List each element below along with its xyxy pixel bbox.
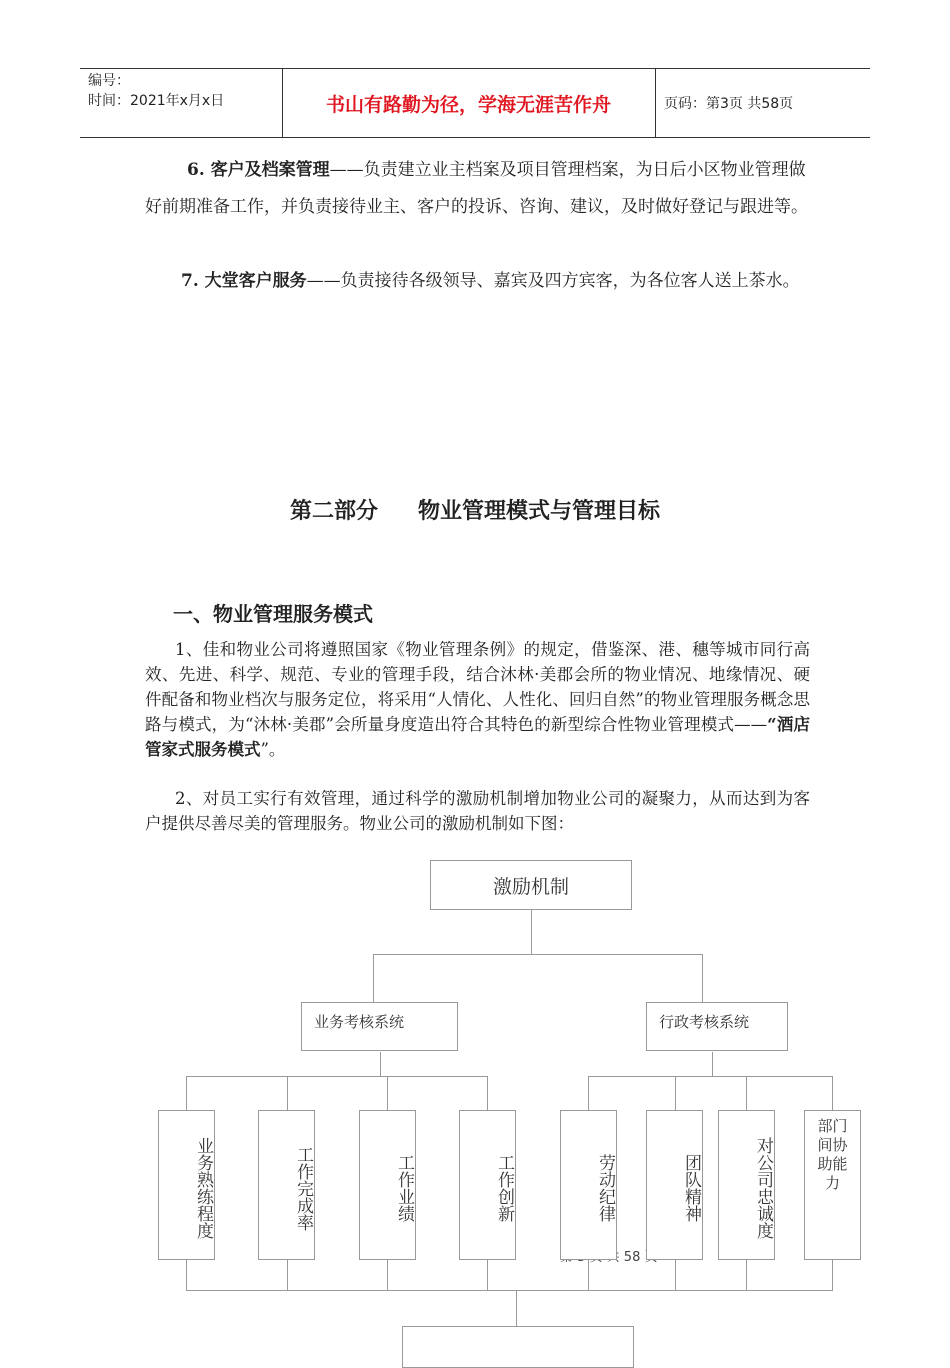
leaf-node: 部门间协助能力 — [804, 1110, 861, 1260]
time-label: 时间：2021年x月x日 — [88, 93, 225, 109]
item-7-text: ——负责接待各级领导、嘉宾及四方宾客，为各位客人送上茶水。 — [306, 271, 800, 291]
branch-admin: 行政考核系统 — [646, 1002, 788, 1051]
leaf-node: 工作业绩 — [359, 1110, 416, 1260]
branch-business: 业务考核系统 — [301, 1002, 458, 1051]
root-node: 激励机制 — [430, 860, 632, 910]
leaf-node: 团队精神 — [646, 1110, 703, 1260]
number-label: 编号： — [88, 73, 130, 89]
leaf-node: 工作完成率 — [258, 1110, 315, 1260]
paragraph-2: 2、对员工实行有效管理，通过科学的激励机制增加物业公司的凝聚力，从而达到为客户提供尽善尽美的管理服务。物业公司的激励机制如下图： — [145, 789, 810, 833]
paragraph-1-text: 1、佳和物业公司将遵照国家《物业管理条例》的规定，借鉴深、港、穗等城市同行高效、先进、科学、规范、专业的管理手段，结合沐林·美郡会所的物业情况、地缘情况、硬件配备和物业档次与服务定位，将采用“人情化、人性化、回归自然”的物业管理服务概念思路与模式，为“沐林·美郡”会所量身度造出符合其特色的新型综合性物业管理模式—— — [145, 640, 810, 734]
leaf-node: 劳动纪律 — [560, 1110, 617, 1260]
item-7-title: 7. 大堂客户服务 — [181, 271, 307, 291]
section-title-part: 第二部分 — [289, 499, 378, 524]
bottom-node — [402, 1326, 634, 1368]
item-6-title: 6. 客户及档案管理 — [187, 160, 330, 180]
leaf-node: 工作创新 — [459, 1110, 516, 1260]
header-motto: 书山有路勤为径，学海无涯苦作舟 — [325, 93, 611, 116]
item-6-text: ——负责建立业主档案及项目管理档案，为日后小区物业管理做好前期准备工作，并负责接待业主、客户的投诉、咨询、建议，及时做好登记与跟进等。 — [145, 160, 808, 217]
paragraph-1-end: ”。 — [260, 740, 286, 759]
subsection-title: 一、物业管理服务模式 — [173, 602, 373, 626]
paragraph-1-bold: “酒店管家式服务模式 — [145, 715, 810, 759]
header-page-info: 页码：第3页 共58页 — [664, 96, 794, 112]
leaf-node: 业务熟练程度 — [158, 1110, 215, 1260]
page-footer: 58 — [623, 1250, 641, 1265]
leaf-node: 对公司忠诚度 — [718, 1110, 775, 1260]
section-title-name: 物业管理模式与管理目标 — [418, 499, 661, 524]
